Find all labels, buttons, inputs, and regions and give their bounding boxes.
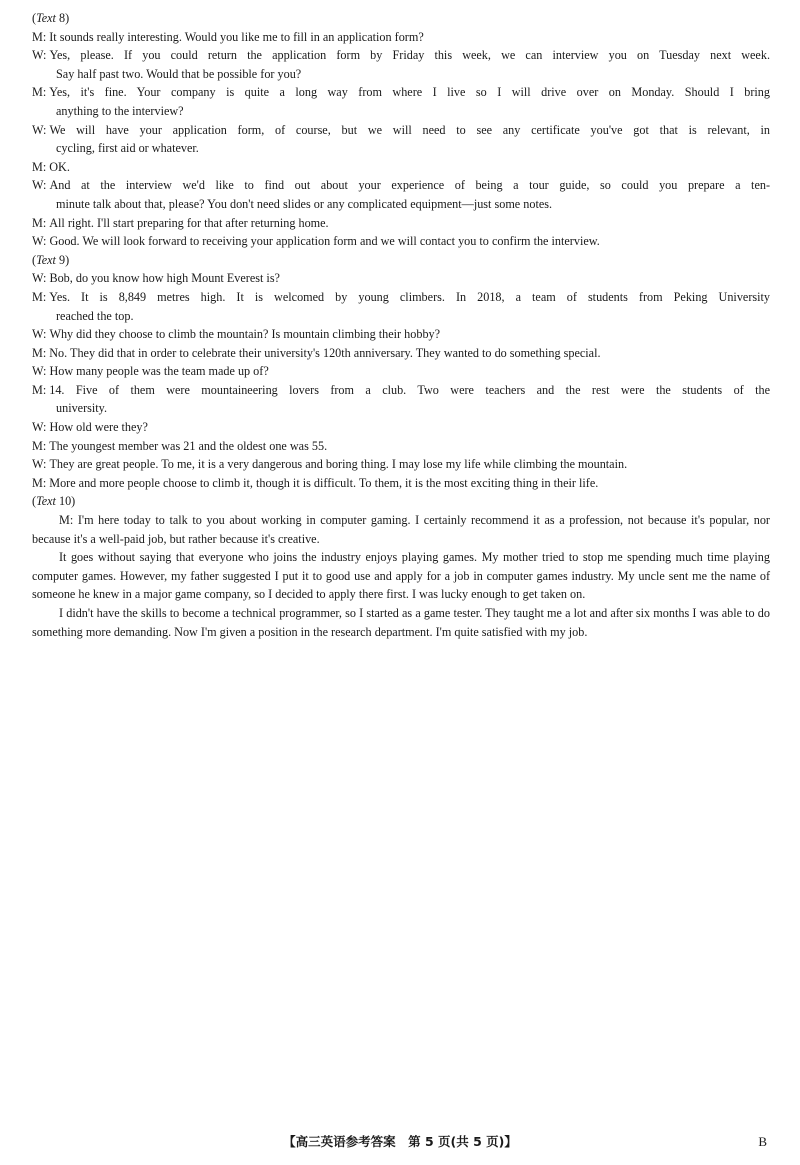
line-text: 14. Five of them were mountaineering lovers from a club. Two were teachers and the rest were the students of the: [49, 382, 770, 397]
dialogue-line: [32, 195, 770, 214]
speaker-label: M:: [32, 345, 47, 360]
dialogue-line: [32, 288, 770, 307]
line-text: anything to the interview?: [56, 103, 184, 118]
footer-page-info: 【高三英语参考答案 第 5 页(共 5 页)】: [283, 1134, 517, 1149]
line-text: Yes. It is 8,849 metres high. It is welcomed by young climbers. In 2018, a team of students from Peking University: [49, 289, 770, 304]
speaker-label: M:: [32, 382, 47, 397]
text-9-section: [32, 251, 770, 493]
speaker-label: W:: [32, 327, 47, 342]
page-footer: [0, 1133, 800, 1153]
text-9-dialogue: [32, 269, 770, 492]
text-8-dialogue: [32, 28, 770, 251]
speaker-label: W:: [32, 234, 47, 249]
speaker-label: M:: [32, 215, 47, 230]
paragraph: I didn't have the skills to become a technical programmer, so I started as a game tester. They taught me a lot and after six months I was able to do something more demanding. Now I'm given a position in the research department. I'm quite satisfied with my job.: [32, 606, 770, 639]
dialogue-line: [32, 176, 770, 195]
line-text: No. They did that in order to celebrate their university's 120th anniversary. They wanted to do something special.: [49, 345, 601, 360]
dialogue-line: [32, 455, 770, 474]
line-text: We will have your application form, of course, but we will need to see any certificate you've got that is relevant, in: [49, 122, 770, 137]
dialogue-line: [32, 474, 770, 493]
line-text: How many people was the team made up of?: [49, 364, 269, 379]
dialogue-line: [32, 28, 770, 47]
line-text: OK.: [49, 159, 70, 174]
dialogue-line: [32, 269, 770, 288]
line-text: cycling, first aid or whatever.: [56, 141, 199, 156]
line-text: How old were they?: [49, 420, 148, 435]
speaker-label: W:: [32, 178, 47, 193]
paper-version-code: B: [758, 1134, 767, 1149]
speaker-label: W:: [32, 420, 47, 435]
dialogue-line: [32, 325, 770, 344]
dialogue-line: [32, 418, 770, 437]
line-text: university.: [56, 401, 107, 416]
text-10-monologue: [32, 511, 770, 641]
dialogue-line: [32, 232, 770, 251]
answer-page: [32, 9, 770, 641]
line-text: Good. We will look forward to receiving your application form and we will contact you to confirm the interview.: [49, 234, 600, 249]
paragraph: M: I'm here today to talk to you about working in computer gaming. I certainly recommend it as a profession, not because it's popular, nor because it's a well-paid job, but rather because it's creative.: [32, 513, 770, 546]
line-text: Yes, please. If you could return the application form by Friday this week, we can interview you on Tuesday next week.: [49, 48, 770, 63]
line-text: Yes, it's fine. Your company is quite a long way from where I live so I will drive over on Monday. Should I bring: [49, 85, 770, 100]
speaker-label: W:: [32, 364, 47, 379]
line-text: They are great people. To me, it is a very dangerous and boring thing. I may lose my life while climbing the mountain.: [49, 457, 628, 472]
dialogue-line: [32, 437, 770, 456]
dialogue-line: [32, 381, 770, 400]
dialogue-line: [32, 65, 770, 84]
line-text: And at the interview we'd like to find out about your experience of being a tour guide, so could you prepare a ten-: [49, 178, 770, 193]
line-text: reached the top.: [56, 308, 134, 323]
speaker-label: M:: [32, 85, 47, 100]
dialogue-line: [32, 399, 770, 418]
speaker-label: M:: [32, 475, 47, 490]
line-text: The youngest member was 21 and the oldest one was 55.: [49, 438, 328, 453]
speaker-label: W:: [32, 457, 47, 472]
speaker-label: W:: [32, 122, 47, 137]
dialogue-line: [32, 344, 770, 363]
paragraph: It goes without saying that everyone who joins the industry enjoys playing games. My mother tried to stop me spending much time playing computer games. However, my father suggested I put it to good use and apply for a job in computer games industry. My uncle sent me the name of someone he knew in a major game company, so I decided to apply there first. I was lucky enough to get taken on.: [32, 550, 770, 602]
text-8-heading: (Text 8): [32, 11, 70, 25]
text-8-section: [32, 9, 770, 251]
dialogue-line: [32, 158, 770, 177]
speaker-label: M:: [32, 29, 47, 44]
line-text: More and more people choose to climb it, though it is difficult. To them, it is the most exciting thing in their life.: [49, 475, 599, 490]
dialogue-line: [32, 362, 770, 381]
dialogue-line: [32, 214, 770, 233]
text-10-section: [32, 492, 770, 641]
line-text: All right. I'll start preparing for that after returning home.: [49, 215, 329, 230]
dialogue-line: [32, 139, 770, 158]
dialogue-line: [32, 83, 770, 102]
text-10-heading: (Text 10): [32, 494, 76, 509]
line-text: Bob, do you know how high Mount Everest is?: [49, 271, 280, 286]
line-text: Say half past two. Would that be possible for you?: [56, 66, 302, 81]
line-text: Why did they choose to climb the mountain? Is mountain climbing their hobby?: [49, 327, 441, 342]
line-text: minute talk about that, please? You don't need slides or any complicated equipment—just some notes.: [56, 196, 553, 211]
speaker-label: M:: [32, 159, 47, 174]
speaker-label: W:: [32, 48, 47, 63]
text-9-heading: (Text 9): [32, 252, 70, 267]
dialogue-line: [32, 46, 770, 65]
dialogue-line: [32, 102, 770, 121]
speaker-label: M:: [32, 289, 47, 304]
line-text: It sounds really interesting. Would you like me to fill in an application form?: [49, 29, 424, 44]
dialogue-line: [32, 307, 770, 326]
speaker-label: W:: [32, 271, 47, 286]
speaker-label: M:: [32, 438, 47, 453]
dialogue-line: [32, 121, 770, 140]
